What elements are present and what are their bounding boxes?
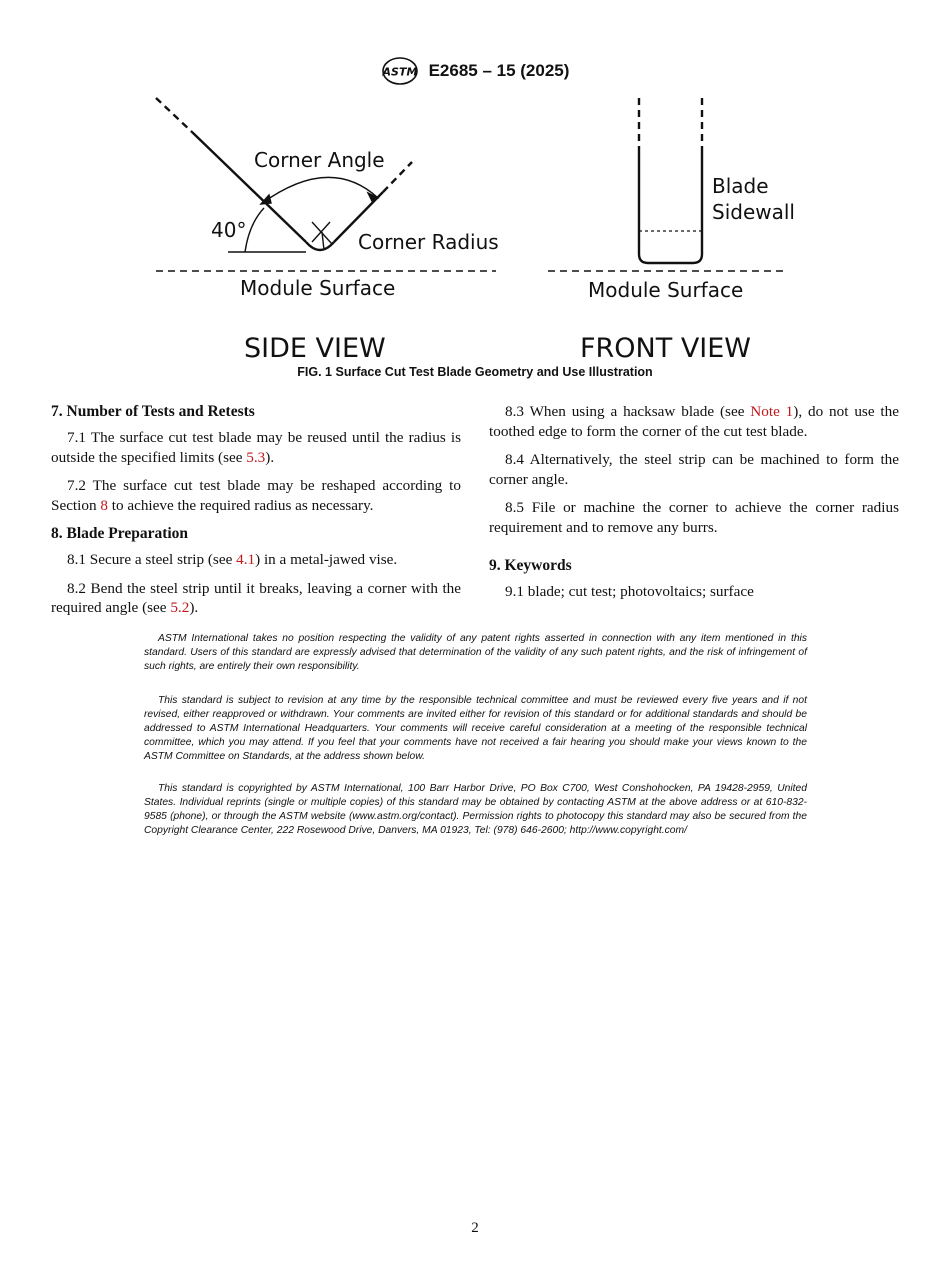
blade-sidewall-label-line2: Sidewall xyxy=(712,200,795,224)
side-view-title: SIDE VIEW xyxy=(244,333,386,364)
section-9-heading: 9. Keywords xyxy=(489,557,572,574)
forty-degree-arc xyxy=(245,208,264,252)
corner-angle-arc xyxy=(261,177,378,204)
blade-front-outline xyxy=(639,152,702,263)
right-column xyxy=(489,402,899,611)
ref-4-1-link[interactable]: 4.1 xyxy=(236,551,256,568)
side-module-surface-label: Module Surface xyxy=(240,276,396,300)
ref-5-2-link[interactable]: 5.2 xyxy=(170,599,190,616)
page-number: 2 xyxy=(471,1220,479,1236)
blade-right-extension-dashed xyxy=(383,162,412,192)
paragraph-9-1: 9.1 blade; cut test; photovoltaics; surface xyxy=(505,583,754,600)
astm-logo-icon xyxy=(381,56,419,86)
paragraph-8-1: 8.1 Secure a steel strip (see 4.1) in a metal-jawed vise. xyxy=(67,551,398,568)
front-view-title: FRONT VIEW xyxy=(580,333,752,364)
angle-value-label: 40° xyxy=(211,218,247,242)
ref-5-3-link[interactable]: 5.3 xyxy=(246,448,266,466)
document-id: E2685 – 15 (2025) xyxy=(428,61,570,80)
corner-radius-label: Corner Radius xyxy=(358,230,499,254)
corner-angle-label: Corner Angle xyxy=(254,148,385,172)
paragraph-8-5: 8.5 File or machine the corner to achieve the corner radius requirement and to remove any burrs. xyxy=(489,499,899,536)
blade-sidewall-label-line1: Blade xyxy=(712,174,769,198)
front-view-drawing xyxy=(639,98,702,263)
paragraph-8-3: 8.3 When using a hacksaw blade (see Note 1), do not use the toothed edge to form the corner of the cut test blade. xyxy=(489,403,899,440)
paragraph-7-1: 7.1 The surface cut test blade may be reused until the radius is outside the specified limits (see 5.3). xyxy=(51,429,461,466)
figure-caption: FIG. 1 Surface Cut Test Blade Geometry and Use Illustration xyxy=(297,365,653,379)
section-8-heading: 8. Blade Preparation xyxy=(51,525,189,542)
paragraph-8-2: 8.2 Bend the steel strip until it breaks, leaving a corner with the required angle (see 5.2). xyxy=(51,579,461,616)
paragraph-8-4: 8.4 Alternatively, the steel strip can be machined to form the corner angle. xyxy=(489,451,899,488)
section-7-heading: 7. Number of Tests and Retests xyxy=(51,403,255,420)
blade-corner-radius xyxy=(306,242,334,250)
svg-text:ASTM: ASTM xyxy=(382,65,418,79)
copyright-notice: This standard is copyrighted by ASTM International, 100 Barr Harbor Drive, PO Box C700, West Conshohocken, PA 19428-2959, United States. Individual reprints (single or multiple copies) of this standard may be obtained by contacting ASTM at the above address or at 610-832-9585 (phone), or through the ASTM website (www.astm.org/contact). Permission rights to photocopy this standard may also be secured from the Copyright Clearance Center, 222 Rosewood Drive, Danvers, MA 01923, Tel: (978) 646-2600; http://www.copyright.com/ xyxy=(144,783,807,836)
left-column xyxy=(51,402,461,627)
blade-geometry-figure xyxy=(140,92,820,367)
ref-section-8-link[interactable]: 8 xyxy=(100,496,108,514)
paragraph-7-2: 7.2 The surface cut test blade may be reshaped according to Section 8 to achieve the required radius as necessary. xyxy=(51,477,461,514)
ref-note-1-link[interactable]: Note 1 xyxy=(750,403,794,420)
blade-extension-dashed xyxy=(156,98,192,132)
front-module-surface-label: Module Surface xyxy=(588,278,744,302)
patent-notice: ASTM International takes no position respecting the validity of any patent rights asserted in connection with any item mentioned in this standard. Users of this standard are expressly advised that determination of the validity of any such patent rights, and the risk of infringement of such rights, are entirely their own responsibility. xyxy=(144,633,807,672)
page-header xyxy=(0,56,950,86)
side-view-drawing xyxy=(156,98,412,250)
revision-notice: This standard is subject to revision at any time by the responsible technical committee and must be reviewed every five years and if not revised, either reapproved or withdrawn. Your comments are invited either for revision of this standard or for additional standards and should be addressed to ASTM International Headquarters. Your comments will receive careful consideration at a meeting of the responsible technical committee, which you may attend. If you feel that your comments have not received a fair hearing you should make your views known to the ASTM Committee on Standards, at the address shown below. xyxy=(144,695,807,762)
